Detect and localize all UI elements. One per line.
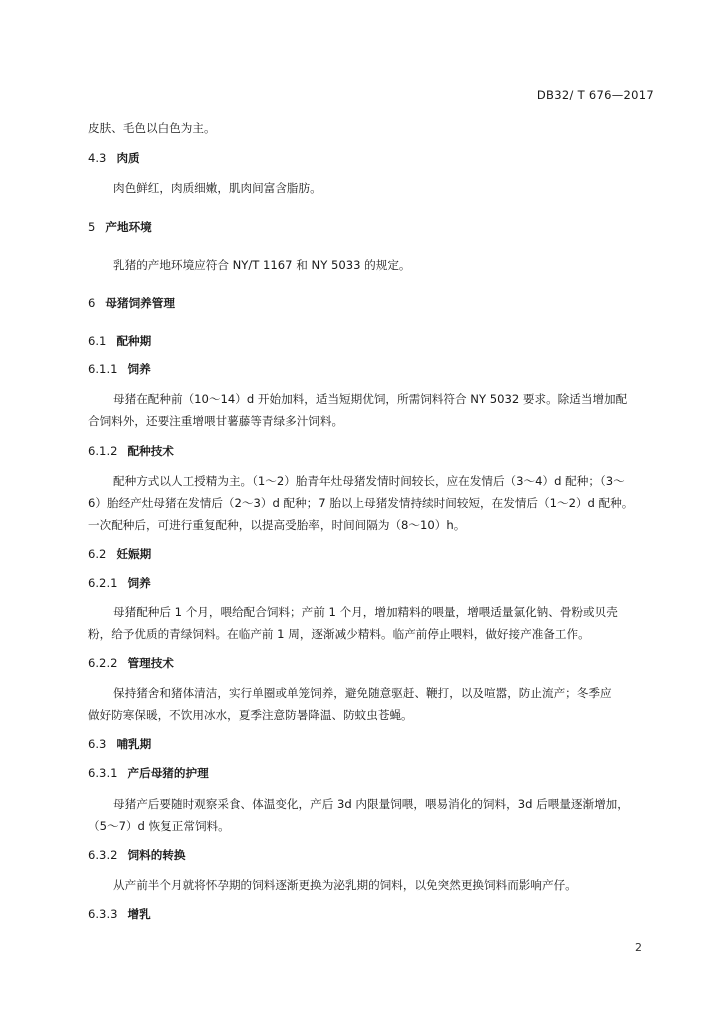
paragraph-line: 保持猪舍和猪体清洁，实行单圈或单笼饲养，避免随意驱赶、鞭打，以及喧嚣，防止流产；冬季应: [113, 686, 612, 700]
section-title: 配种技术: [127, 444, 174, 458]
section-heading-4-3: [88, 151, 140, 165]
section-title: 产地环境: [105, 220, 152, 234]
section-heading-6-1-1: [88, 362, 151, 376]
section-heading-5: [88, 220, 152, 234]
section-title: 增乳: [127, 907, 151, 921]
section-heading-6-3-1: [88, 766, 209, 780]
standard-code: DB32/ T 676—2017: [536, 88, 654, 102]
section-heading-6-3-3: [88, 907, 151, 921]
paragraph-line: （5～7）d 恢复正常饲料。: [88, 819, 230, 833]
section-heading-6-3-2: [88, 848, 185, 862]
section-number: 6.3.1: [88, 766, 118, 780]
section-number: 6.1.2: [88, 444, 118, 458]
section-title: 妊娠期: [116, 547, 152, 561]
paragraph-line: 配种方式以人工授精为主。（1～2）胎青年灶母猪发情时间较长，应在发情后（3～4）d 配种；（3～: [113, 474, 625, 488]
paragraph-line: 从产前半个月就将怀孕期的饲料逐渐更换为泌乳期的饲料，以免突然更换饲料而影响产仔。: [113, 878, 577, 892]
section-number: 6.2.2: [88, 656, 118, 670]
section-heading-6-1: [88, 334, 151, 348]
paragraph-line: 6）胎经产灶母猪在发情后（2～3）d 配种；7 胎以上母猪发情持续时间较短，在发情后（1～2）d 配种。: [88, 496, 634, 510]
paragraph-line: 母猪产后要随时观察采食、体温变化，产后 3d 内限量饲喂，喂易消化的饲料，3d 后喂量逐渐增加，: [113, 797, 629, 811]
section-heading-6-2-1: [88, 576, 151, 590]
section-number: 4.3: [88, 151, 107, 165]
section-title: 母猪饲养管理: [105, 296, 175, 310]
paragraph-line: 皮肤、毛色以白色为主。: [88, 121, 216, 135]
section-heading-6: [88, 296, 175, 310]
section-number: 6.1: [88, 334, 107, 348]
section-number: 6.3.3: [88, 907, 118, 921]
paragraph-line: 肉色鲜红，肉质细嫩，肌肉间富含脂肪。: [113, 181, 322, 195]
section-title: 管理技术: [127, 656, 174, 670]
section-title: 配种期: [116, 334, 152, 348]
page-number: 2: [635, 941, 642, 954]
paragraph-line: 做好防寒保暖，不饮用冰水，夏季注意防暑降温、防蚊虫苍蝇。: [88, 708, 413, 722]
section-heading-6-1-2: [88, 444, 174, 458]
section-heading-6-2: [88, 547, 151, 561]
section-title: 饲养: [127, 362, 151, 376]
section-heading-6-2-2: [88, 656, 174, 670]
paragraph-line: 合饲料外，还要注重增喂甘薯藤等青绿多汁饲料。: [88, 414, 344, 428]
section-number: 6.3: [88, 737, 107, 751]
paragraph-line: 粉，给予优质的青绿饲料。在临产前 1 周，逐渐减少精料。临产前停止喂料，做好接产准备工作。: [88, 627, 590, 641]
section-title: 饲料的转换: [127, 848, 186, 862]
section-title: 产后母猪的护理: [127, 766, 209, 780]
section-title: 肉质: [116, 151, 140, 165]
paragraph-line: 母猪配种后 1 个月，喂给配合饲料；产前 1 个月，增加精料的喂量，增喂适量氯化钠、骨粉或贝壳: [113, 605, 618, 619]
section-number: 6.1.1: [88, 362, 118, 376]
section-title: 饲养: [127, 576, 151, 590]
section-heading-6-3: [88, 737, 151, 751]
section-title: 哺乳期: [116, 737, 152, 751]
section-number: 6.2.1: [88, 576, 118, 590]
paragraph-line: 乳猪的产地环境应符合 NY/T 1167 和 NY 5033 的规定。: [113, 258, 411, 272]
section-number: 6.2: [88, 547, 107, 561]
section-number: 5: [88, 220, 96, 234]
paragraph-line: 一次配种后，可进行重复配种，以提高受胎率，时间间隔为（8～10）h。: [88, 518, 466, 532]
section-number: 6: [88, 296, 96, 310]
section-number: 6.3.2: [88, 848, 118, 862]
paragraph-line: 母猪在配种前（10～14）d 开始加料，适当短期优饲，所需饲料符合 NY 5032 要求。除适当增加配: [113, 392, 628, 406]
